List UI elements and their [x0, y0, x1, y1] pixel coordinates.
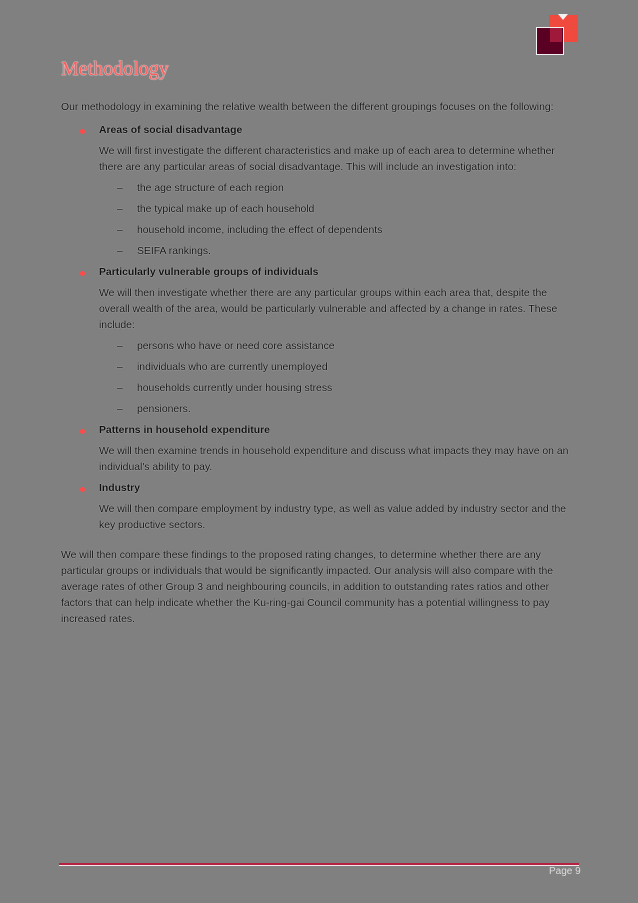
list-item: – individuals who are currently unemployed [99, 360, 579, 376]
dash-icon: – [117, 246, 123, 257]
section-description: We will first investigate the different characteristics and make up of each area to determine whether there are any particular areas of social disadvantage. This will include an investigation into: [99, 146, 555, 173]
dash-icon: – [117, 204, 123, 215]
list-item: – the typical make up of each household [99, 202, 579, 218]
list-item: – persons who have or need core assistance [99, 339, 579, 355]
section-description: We will then examine trends in household expenditure and discuss what impacts they may have on an individual's ability to pay. [99, 446, 569, 473]
list-item: – households currently under housing stress [99, 381, 579, 397]
dash-icon: – [117, 404, 123, 415]
dash-icon: – [117, 183, 123, 194]
dash-icon: – [117, 225, 123, 236]
bullet-icon [80, 429, 85, 434]
logo-overlap [550, 28, 562, 42]
page-title: Methodology [61, 58, 169, 80]
brand-logo [536, 14, 580, 56]
logo-notch [558, 14, 568, 20]
list-item: – SEIFA rankings. [99, 244, 579, 260]
dash-icon: – [117, 383, 123, 394]
intro-paragraph: Our methodology in examining the relative wealth between the different groupings focuses on the following: [61, 102, 554, 113]
section-title: Industry [99, 483, 140, 494]
section-vulnerable-groups [61, 265, 579, 418]
list-item: – pensioners. [99, 402, 579, 418]
dash-icon: – [117, 341, 123, 352]
section-industry [61, 481, 579, 534]
document-body [61, 100, 579, 628]
bullet-icon [80, 129, 85, 134]
section-title: Patterns in household expenditure [99, 425, 270, 436]
dash-icon: – [117, 362, 123, 373]
section-description: We will then compare employment by industry type, as well as value added by industry sector and the key productive sectors. [99, 504, 567, 531]
bullet-icon [80, 487, 85, 492]
list-item: – the age structure of each region [99, 181, 579, 197]
footer-divider [59, 863, 579, 866]
section-title: Areas of social disadvantage [99, 125, 243, 136]
bullet-icon [80, 271, 85, 276]
section-social-disadvantage [61, 123, 579, 260]
list-item: – household income, including the effect of dependents [99, 223, 579, 239]
section-title: Particularly vulnerable groups of individuals [99, 267, 319, 278]
section-household-expenditure [61, 423, 579, 476]
section-description: We will then investigate whether there are any particular groups within each area that, despite the overall wealth of the area, would be particularly vulnerable and affected by a change in rates. These include: [99, 288, 558, 331]
closing-paragraph: We will then compare these findings to the proposed rating changes, to determine whether there are any particular groups or individuals that would be significantly impacted. Our analysis will also compare with the average rates of other Group 3 and neighbouring councils, in addition to outstanding rates ratios and other factors that can help indicate whether the Ku-ring-gai Council community has a potential willingness to pay increased rates. [61, 550, 554, 625]
page-number: Page 9 [549, 866, 581, 877]
